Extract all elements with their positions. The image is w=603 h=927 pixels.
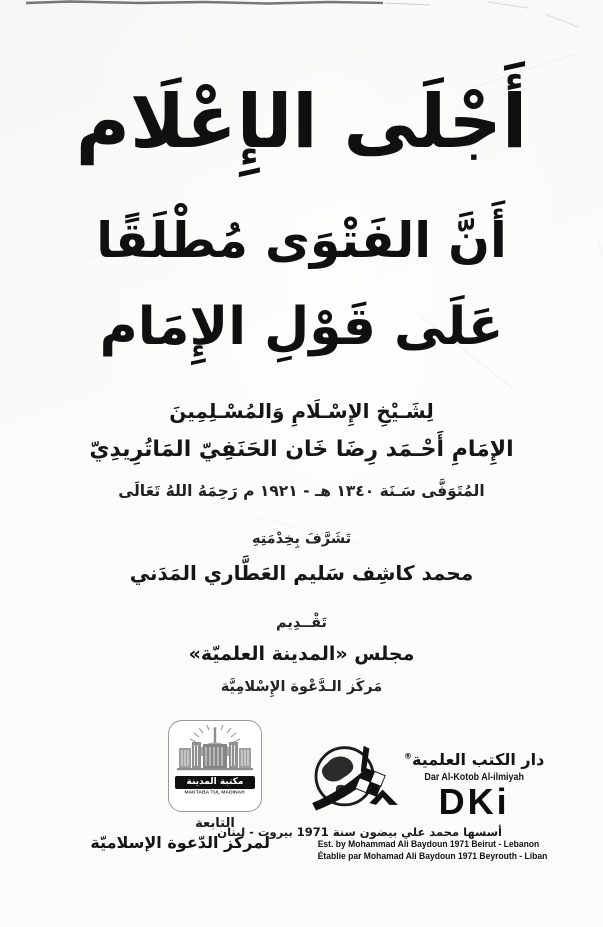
maktaba-affiliation-line1: التابعة: [195, 816, 235, 831]
author-honorific: لِشَـيْخِ الإِسْـلَامِ وَالمُسْـلِمِينَ: [169, 399, 434, 423]
maktaba-logo: [168, 720, 262, 812]
scan-edge-artifact: [0, 0, 603, 30]
dki-established-french: Établie par Mohamad Ali Baydoun 1971 Beyrouth - Liban: [317, 850, 548, 862]
book-title-line2: أَنَّ الفَتْوَى مُطْلَقًا: [96, 212, 507, 269]
dki-established-english: Est. by Mohammad Ali Baydoun 1971 Beirut - Lebanon: [317, 839, 540, 850]
presentation-center: مَركَز الـدَّعْوة الإِسْلامِيَّة: [220, 679, 383, 695]
mosque-icon: [173, 724, 257, 776]
maktaba-name-arabic: مكتبة المدينة: [175, 776, 255, 789]
presentation-label: تَقْــدِيم: [276, 615, 327, 631]
registered-mark: ®: [404, 751, 412, 761]
dki-name-arabic-text: دار الكتب العلمية: [412, 750, 545, 769]
author-name: الإِمَامِ أَحْـمَد رِضَا خَان الحَنَفِيّ المَاتُرِيدِيّ: [89, 437, 514, 462]
maktaba-name-english: MAKTABA TUL MADINAH: [184, 789, 246, 795]
book-title-line3: عَلَى قَوْلِ الإِمَام: [99, 297, 504, 357]
dki-name-english: Dar Al-Kotob Al-ilmiyah: [424, 771, 524, 783]
globe-icon: [308, 742, 404, 822]
dki-established-arabic: أسسها محمد علي بيضون سنة 1971 بيروت - لبنان: [217, 825, 502, 839]
service-label: تَشَرَّفَ بِخِدْمَتِهِ: [251, 531, 352, 547]
maktaba-affiliation-line2: لمركز الدّعوة الإسلاميّة: [90, 833, 270, 852]
presentation-org: مجلس «المدينة العلميّة»: [188, 643, 415, 665]
dki-logo-block: [217, 742, 548, 862]
service-name: محمد كاشِف سَليم العَطَّاري المَدَني: [129, 561, 474, 585]
dki-name-arabic: [404, 750, 544, 769]
dki-abbreviation: DKi: [438, 781, 510, 822]
author-death-date: المُتَوَفَّى سَـنَة ١٣٤٠ هـ - ١٩٢١ م رَحِمَهُ اللهُ تَعَالَى: [118, 482, 485, 500]
book-title-line1: أَجْلَى الإِعْلَام: [75, 79, 528, 165]
